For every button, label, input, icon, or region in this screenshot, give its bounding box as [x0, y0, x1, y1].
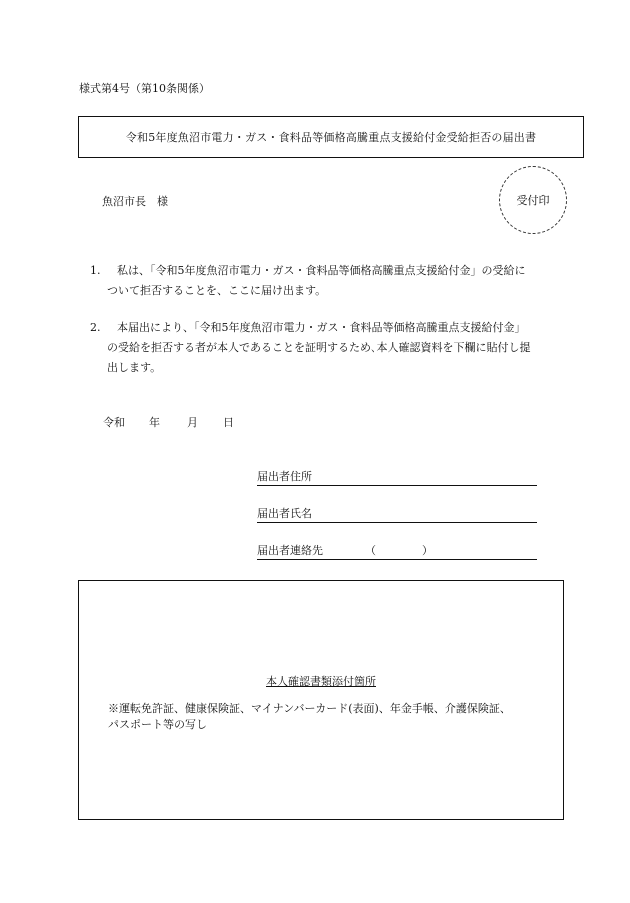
title-box — [78, 116, 584, 158]
id-document-attachment-box — [78, 580, 564, 820]
date-era: 令和 — [103, 416, 125, 429]
paragraph-number: 2. — [90, 321, 101, 334]
paragraph-text: の受給を拒否する者が本人であることを証明するため､本人確認資料を下欄に貼付し提 — [107, 341, 531, 354]
paragraph-text: 本届出により、「令和5年度魚沼市電力・ガス・食料品等価格高騰重点支援給付金」 — [117, 321, 526, 334]
name-label: 届出者氏名 — [257, 507, 312, 520]
addressee: 魚沼市長 様 — [102, 195, 168, 208]
paragraph-text: 出します。 — [107, 361, 162, 374]
paragraph-text: ついて拒否することを、ここに届け出ます。 — [107, 284, 327, 297]
address-field[interactable] — [257, 470, 537, 486]
id-section-heading: 本人確認書類添付箇所 — [266, 675, 376, 688]
reception-stamp-area — [499, 166, 567, 234]
id-note-line: パスポート等の写し — [108, 718, 207, 731]
contact-field[interactable] — [257, 544, 537, 560]
address-label: 届出者住所 — [257, 470, 312, 483]
name-field[interactable] — [257, 507, 537, 523]
document-title: 令和5年度魚沼市電力・ガス・食料品等価格高騰重点支援給付金受給拒否の届出書 — [125, 131, 537, 144]
date-year-label: 年 — [149, 416, 160, 429]
contact-label: 届出者連絡先 — [257, 544, 323, 557]
paragraph-2 — [90, 318, 531, 378]
contact-paren-open: （ — [365, 544, 376, 557]
stamp-label: 受付印 — [516, 194, 550, 207]
date-row — [103, 414, 234, 430]
date-day-label: 日 — [223, 416, 234, 429]
id-section-heading-wrap — [79, 670, 563, 689]
contact-paren-close: ） — [422, 544, 433, 557]
id-section-note — [108, 701, 511, 733]
date-month-label: 月 — [187, 416, 198, 429]
id-note-line: ※運転免許証、健康保険証、マイナンバーカード(表面)、年金手帳、介護保険証、 — [108, 702, 511, 715]
paragraph-text: 私は、「令和5年度魚沼市電力・ガス・食料品等価格高騰重点支援給付金」の受給に — [117, 264, 526, 277]
paragraph-1 — [90, 261, 526, 301]
paragraph-number: 1. — [90, 264, 101, 277]
form-number: 様式第4号（第10条関係） — [79, 82, 210, 95]
